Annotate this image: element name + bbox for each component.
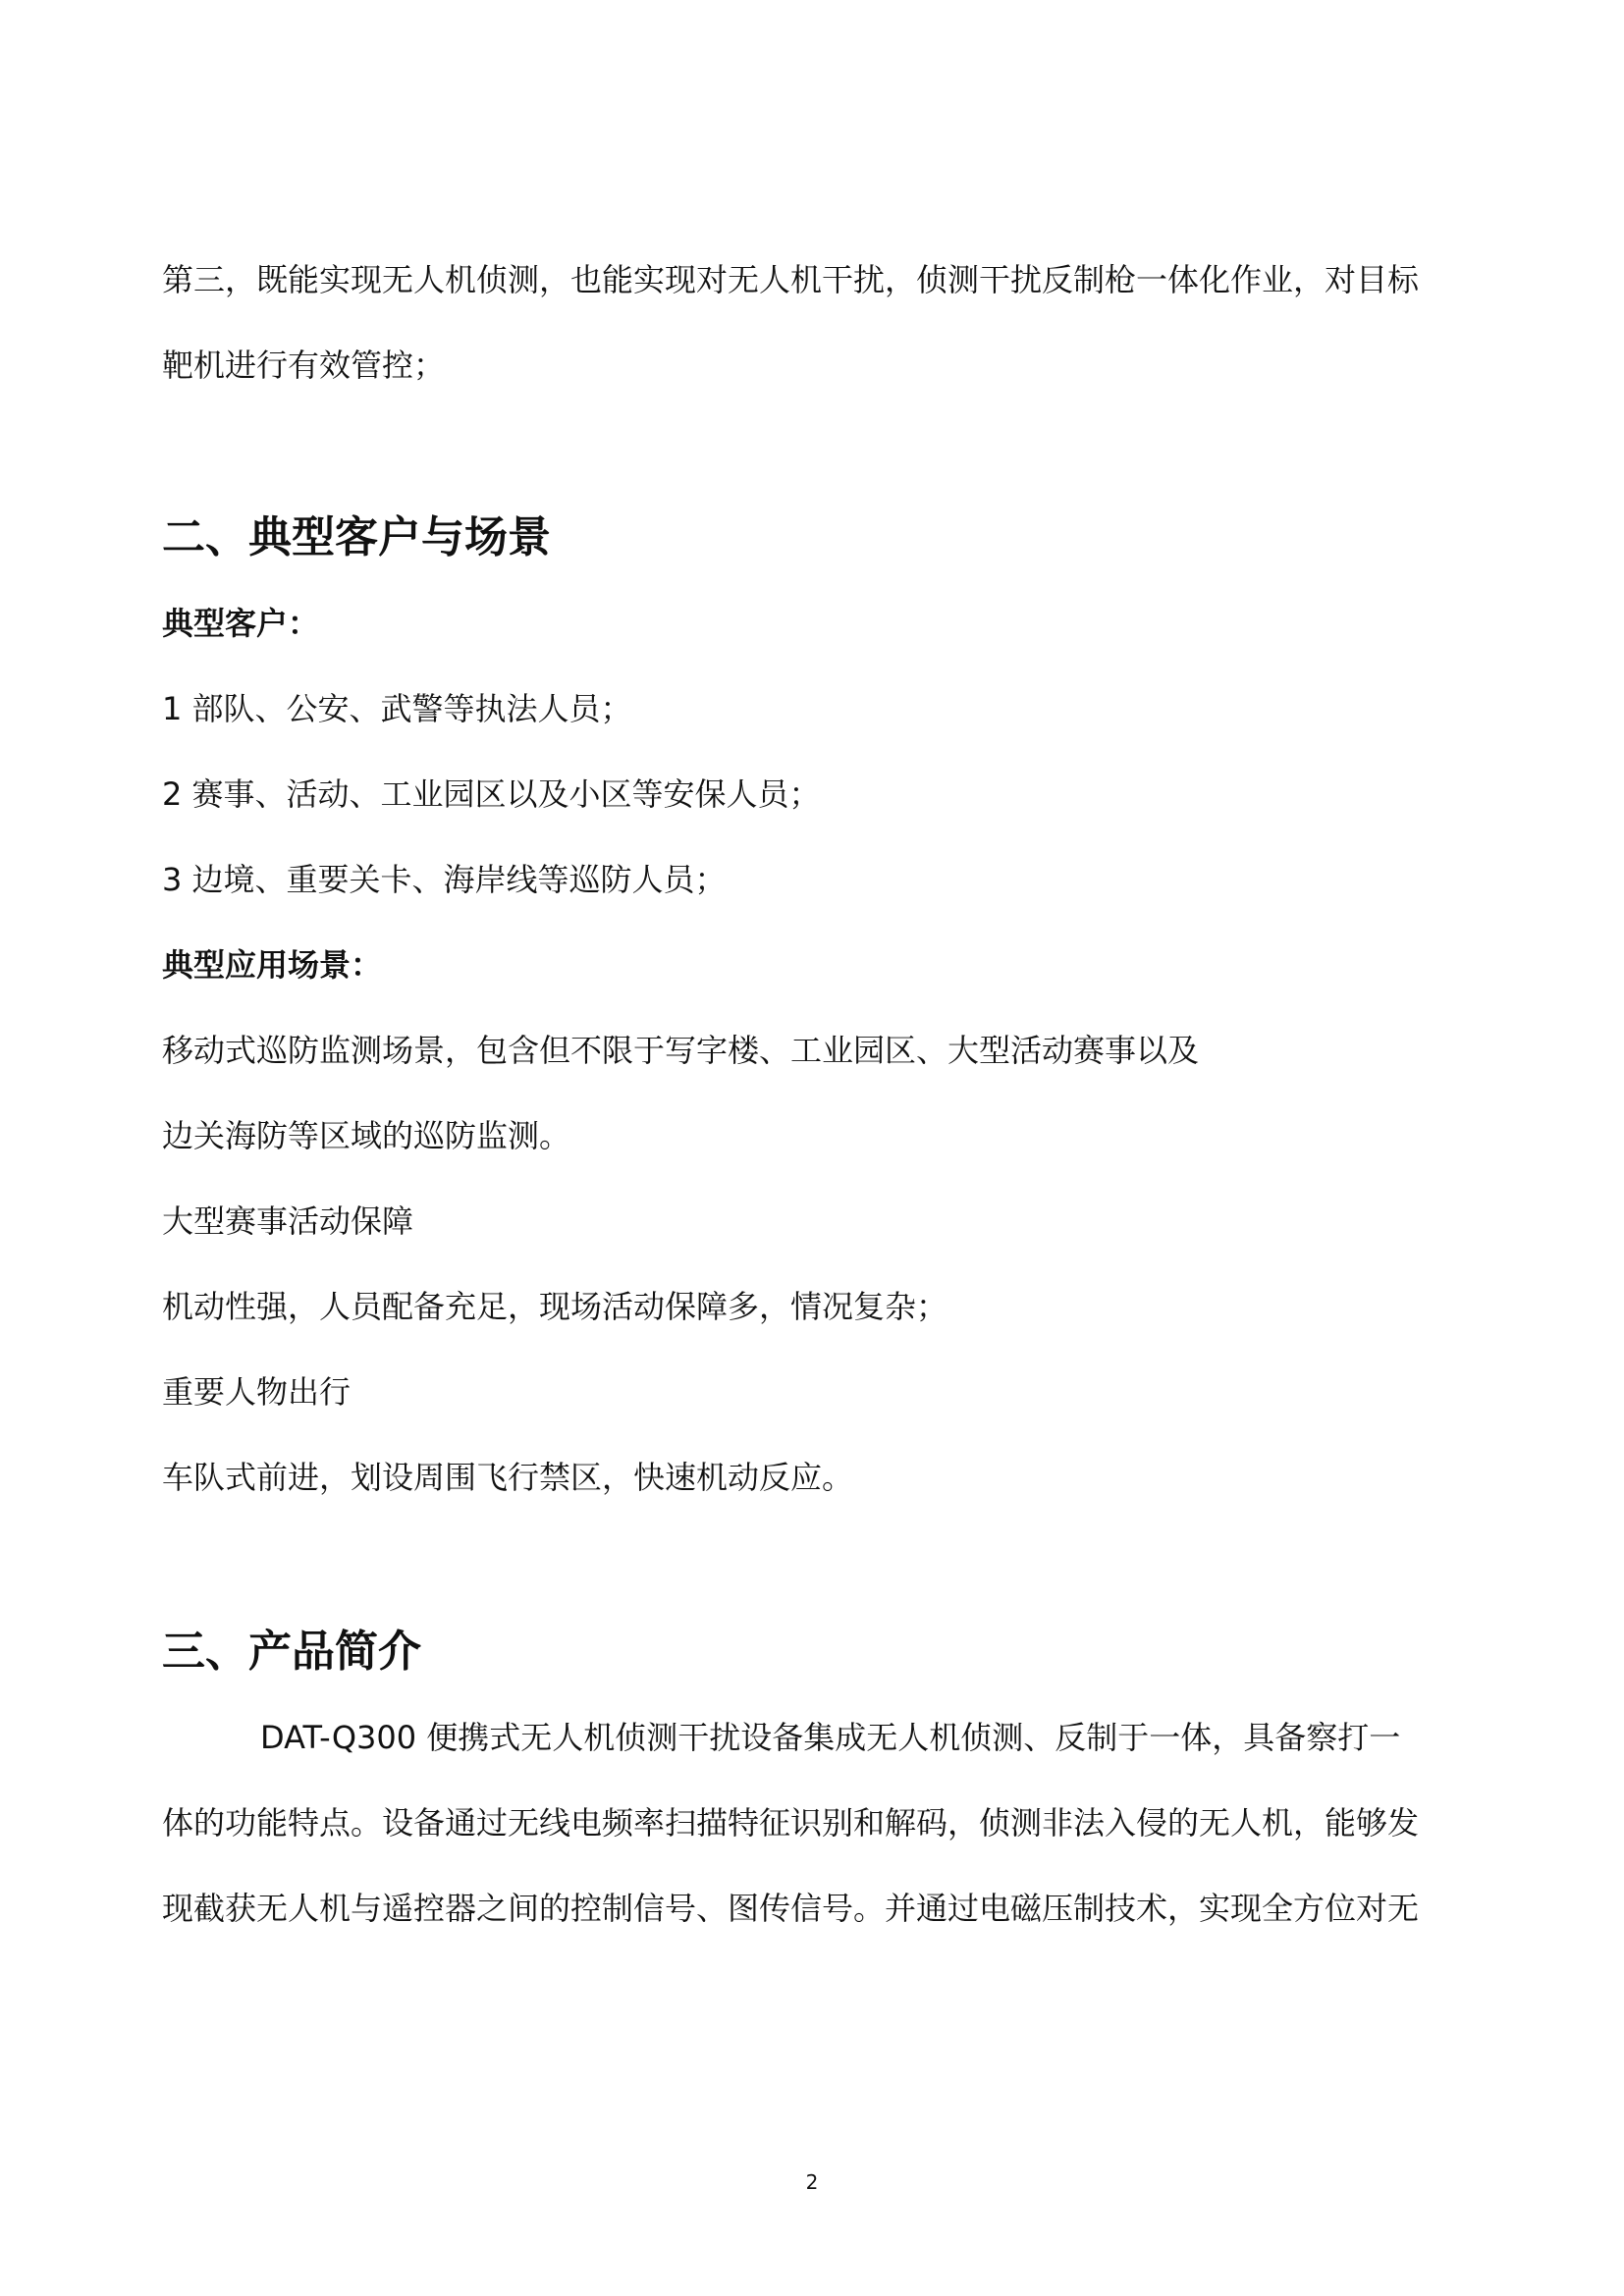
paragraph-line: 重要人物出行 (162, 1373, 352, 1411)
section-heading-customers-scenes: 二、典型客户与场景 (162, 512, 551, 562)
paragraph-line: 靶机进行有效管控； (162, 347, 446, 384)
paragraph-line: 大型赛事活动保障 (162, 1202, 414, 1240)
paragraph-line: DAT-Q300 便携式无人机侦测干扰设备集成无人机侦测、反制于一体，具备察打一 (260, 1719, 1401, 1756)
paragraph-line: 第三，既能实现无人机侦测，也能实现对无人机干扰，侦测干扰反制枪一体化作业，对目标 (162, 261, 1420, 298)
list-item: 1 部队、公安、武警等执法人员； (162, 690, 632, 727)
section-heading-product-intro: 三、产品简介 (162, 1627, 421, 1677)
subheading-typical-customers: 典型客户： (162, 605, 320, 642)
list-item: 2 赛事、活动、工业园区以及小区等安保人员； (162, 775, 821, 813)
paragraph-line: 体的功能特点。设备通过无线电频率扫描特征识别和解码，侦测非法入侵的无人机，能够发 (162, 1804, 1420, 1842)
subheading-typical-scenes: 典型应用场景： (162, 946, 383, 984)
paragraph-line: 边关海防等区域的巡防监测。 (162, 1117, 571, 1154)
page-number: 2 (805, 2170, 819, 2194)
paragraph-line: 移动式巡防监测场景，包含但不限于写字楼、工业园区、大型活动赛事以及 (162, 1032, 1200, 1069)
paragraph-line: 现截获无人机与遥控器之间的控制信号、图传信号。并通过电磁压制技术，实现全方位对无 (162, 1890, 1420, 1927)
list-item: 3 边境、重要关卡、海岸线等巡防人员； (162, 861, 727, 898)
paragraph-line: 车队式前进，划设周围飞行禁区，快速机动反应。 (162, 1459, 854, 1496)
paragraph-line: 机动性强，人员配备充足，现场活动保障多，情况复杂； (162, 1288, 948, 1325)
